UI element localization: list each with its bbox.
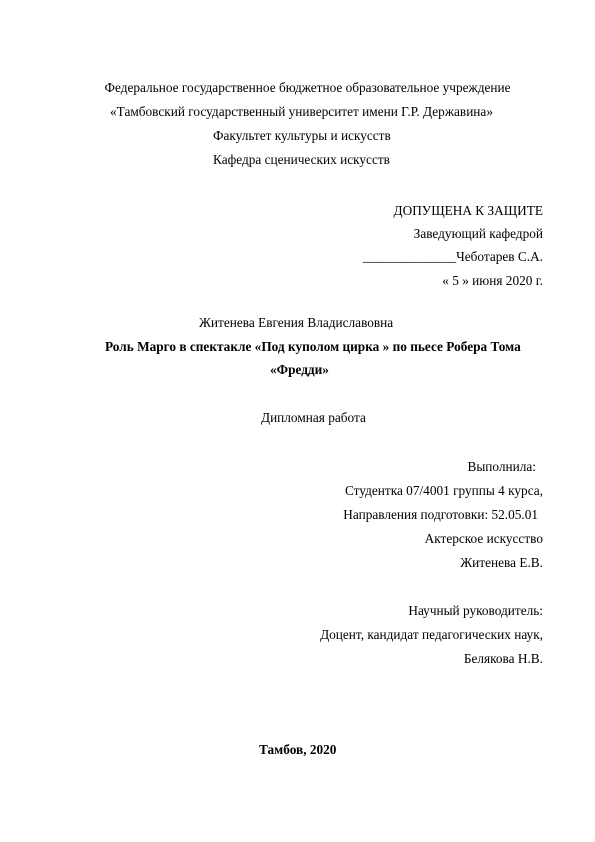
city-year: Тамбов, 2020 bbox=[259, 742, 337, 757]
approval-date: « 5 » июня 2020 г. bbox=[442, 273, 543, 288]
approval-title: ДОПУЩЕНА К ЗАЩИТЕ bbox=[393, 203, 543, 218]
supervisor-title: Доцент, кандидат педагогических наук, bbox=[320, 627, 543, 642]
thesis-title-line-1: Роль Марго в спектакле «Под куполом цирка » по пьесе Робера Тома bbox=[105, 339, 521, 354]
supervisor-name: Белякова Н.В. bbox=[463, 651, 543, 666]
performer-group: Студентка 07/4001 группы 4 курса, bbox=[344, 483, 543, 498]
performer-name: Житенева Е.В. bbox=[460, 555, 543, 570]
approval-role: Заведующий кафедрой bbox=[413, 226, 543, 241]
institution-line-2: «Тамбовский государственный университет имени Г.Р. Державина» bbox=[110, 104, 493, 119]
institution-line-1: Федеральное государственное бюджетное образовательное учреждение bbox=[104, 80, 511, 95]
supervisor-label: Научный руководитель: bbox=[408, 603, 543, 618]
author-name: Житенева Евгения Владиславовна bbox=[199, 315, 394, 330]
department: Кафедра сценических искусств bbox=[213, 152, 390, 167]
performer-label: Выполнила: bbox=[467, 459, 536, 474]
performer-specialty: Актерское искусство bbox=[424, 531, 543, 546]
performer-direction: Направления подготовки: 52.05.01 bbox=[343, 507, 538, 522]
work-type: Дипломная работа bbox=[261, 410, 366, 425]
approval-signature: ______________Чеботарев С.А. bbox=[362, 249, 543, 264]
faculty: Факультет культуры и искусств bbox=[213, 128, 391, 143]
thesis-title-line-2: «Фредди» bbox=[270, 362, 329, 377]
